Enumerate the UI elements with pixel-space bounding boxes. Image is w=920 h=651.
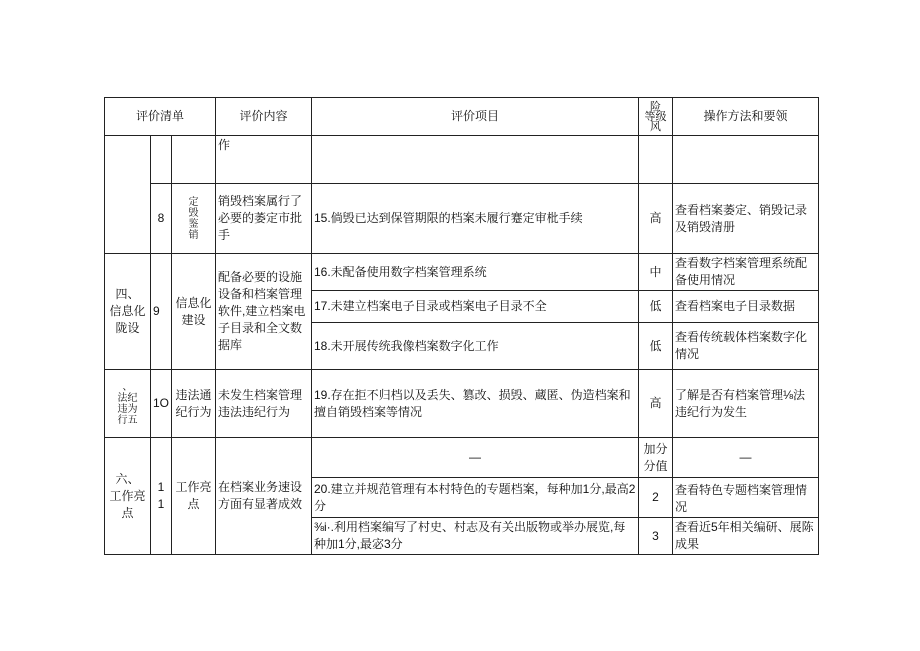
row-number: 8 — [151, 184, 172, 254]
sub-category: 工作亮 点 — [172, 438, 216, 555]
method-cell: 查看数字档案管理系统配备使用情况 — [673, 254, 819, 291]
sub-category: 信息化 建设 — [172, 254, 216, 370]
method-cell: 查看档案电子目录数据 — [673, 291, 819, 323]
sub-category: 定 毁 鉴 销 — [172, 184, 216, 254]
risk-cell-empty — [639, 136, 673, 184]
item-cell: 19.存在拒不归档以及丢失、篡改、损毁、蔵匿、伪造档案和擅自销毁档案等情况 — [312, 370, 639, 438]
table-row — [105, 438, 819, 478]
score-header: 加分 分值 — [639, 438, 673, 478]
item-cell: 16.未配备使用数字档案管理系统 — [312, 254, 639, 291]
sub-category: 违法通 纪行为 — [172, 370, 216, 438]
category-cell: 、 法纪 违为 行五 — [105, 370, 151, 438]
table-row — [105, 184, 819, 254]
header-risk-level: 险 等级 风 — [639, 98, 673, 136]
risk-cell: 高 — [639, 184, 673, 254]
item-cell: 17.未建立档案电子目录或档案电子目录不全 — [312, 291, 639, 323]
header-item: 评价项目 — [312, 98, 639, 136]
risk-cell: 中 — [639, 254, 673, 291]
header-row — [105, 98, 819, 136]
item-cell: 15.倘毁已达到保管期限的档案未履行蹇定审枇手续 — [312, 184, 639, 254]
risk-cell: 低 — [639, 323, 673, 370]
content-cell: 作 — [216, 136, 312, 184]
content-cell: 配备必要的设施设备和档案管理软件,建立档案电子目录和全文数据库 — [216, 254, 312, 370]
table-row — [105, 254, 819, 291]
table-row — [105, 136, 819, 184]
method-cell: 查看档案萎定、销毁记录及销毁清册 — [673, 184, 819, 254]
method-cell-empty — [673, 136, 819, 184]
header-content: 评价内容 — [216, 98, 312, 136]
method-cell: 查看近5年相关编研、展陈成果 — [673, 518, 819, 555]
score-cell: 2 — [639, 478, 673, 518]
sub-cell-empty — [172, 136, 216, 184]
content-cell: 未发生档案管理违法违纪行为 — [216, 370, 312, 438]
item-cell: ⅜i·.利用档案编写了村史、村志及有关出版物或举办展览,每种加1分,最宓3分 — [312, 518, 639, 555]
item-cell: — — [312, 438, 639, 478]
risk-cell: 高 — [639, 370, 673, 438]
method-cell: — — [673, 438, 819, 478]
method-cell: 查看特色专题档案管理情况 — [673, 478, 819, 518]
content-cell: 销毁档案属行了必要的萎定市批手 — [216, 184, 312, 254]
row-number: 1 1 — [151, 438, 172, 555]
evaluation-table — [104, 97, 819, 555]
item-cell-empty — [312, 136, 639, 184]
category-cell: 四、 信息化 陇设 — [105, 254, 151, 370]
row-number: 9 — [151, 254, 172, 370]
risk-cell: 低 — [639, 291, 673, 323]
content-cell: 在档案业务速设方面有显著成效 — [216, 438, 312, 555]
item-cell: 20.建立并规范管理有本村特色的专题档案，每种加1分,最高2分 — [312, 478, 639, 518]
category-cell-empty — [105, 136, 151, 254]
item-cell: 18.未开展传统我像档案数字化工作 — [312, 323, 639, 370]
table-row — [105, 370, 819, 438]
method-cell: 了解是否有档案管理⅛法违纪行为发生 — [673, 370, 819, 438]
header-checklist: 评价清单 — [105, 98, 216, 136]
category-cell: 六、 工作亮 点 — [105, 438, 151, 555]
num-cell-empty — [151, 136, 172, 184]
row-number: 1O — [151, 370, 172, 438]
method-cell: 查看传统载体档案数字化情况 — [673, 323, 819, 370]
header-method: 操作方法和要领 — [673, 98, 819, 136]
score-cell: 3 — [639, 518, 673, 555]
